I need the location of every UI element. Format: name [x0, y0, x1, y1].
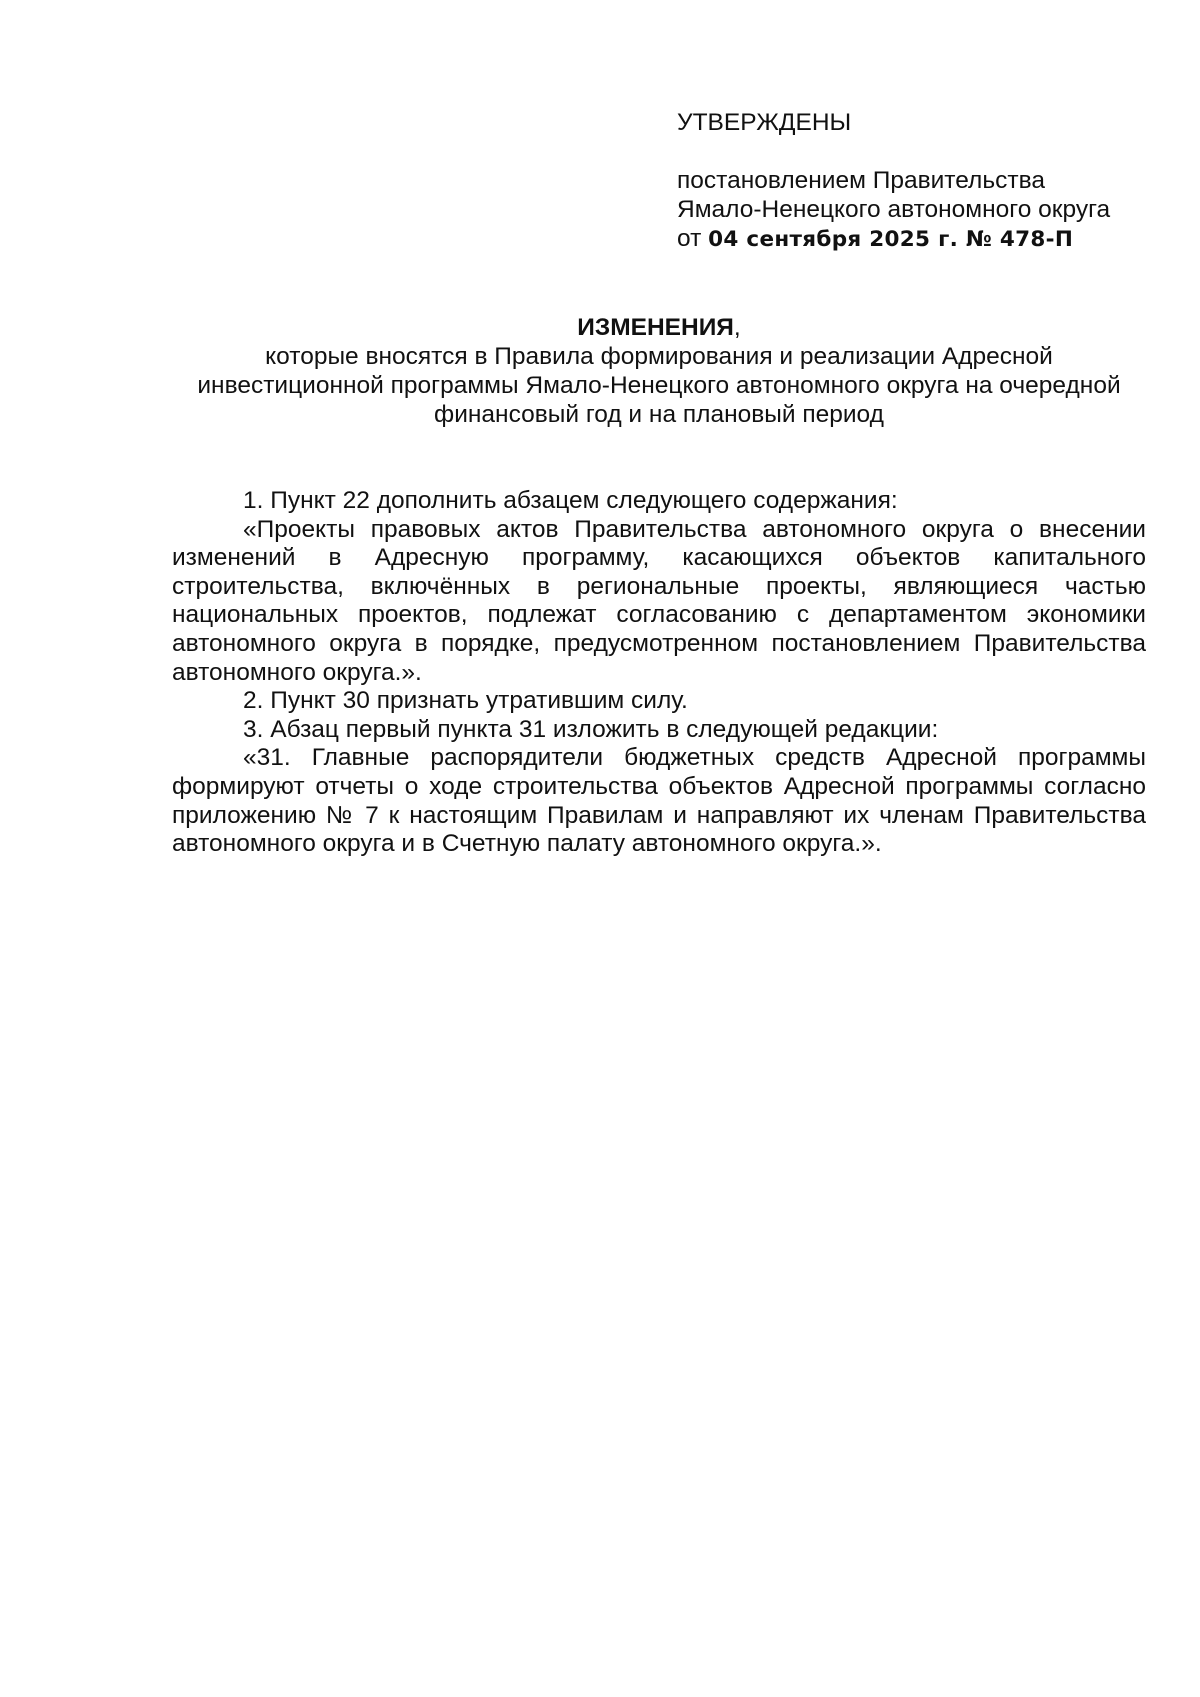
heading-title-line	[172, 313, 1146, 342]
paragraph-2: «Проекты правовых актов Правительства автономного округа о внесении изменений в Адресную программу, касающихся объектов капитального строительства, включённых в региональные проекты, являющиеся частью национальных проектов, подлежат согласованию с департаментом экономики автономного округа в порядке, предусмотренном постановлением Правительства автономного округа.».	[172, 515, 1146, 686]
approved-title: УТВЕРЖДЕНЫ	[677, 109, 852, 136]
approval-line-decree: постановлением Правительства	[677, 167, 1045, 194]
heading-title: ИЗМЕНЕНИЯ	[577, 314, 734, 341]
paragraph-3: 2. Пункт 30 признать утратившим силу.	[243, 687, 688, 715]
paragraph-4: 3. Абзац первый пункта 31 изложить в следующей редакции:	[243, 715, 939, 743]
document-body	[172, 487, 1146, 859]
approval-date-line	[677, 224, 1177, 254]
heading-title-suffix: ,	[733, 314, 741, 341]
heading-subtitle: которые вносятся в Правила формирования и реализации Адресной инвестиционной программы Ямало-Ненецкого автономного округа на очередной финансовый год и на плановый период	[197, 343, 1121, 428]
date-prefix: от	[677, 225, 709, 252]
paragraph-5: «31. Главные распорядители бюджетных средств Адресной программы формируют отчеты о ходе строительства объектов Адресной программы согласно приложению № 7 к настоящим Правилам и направляют их членам Правительства автономного округа и в Счетную палату автономного округа.».	[172, 744, 1146, 858]
paragraph-1: 1. Пункт 22 дополнить абзацем следующего содержания:	[243, 487, 898, 514]
approval-line-region: Ямало-Ненецкого автономного округа	[677, 196, 1111, 223]
approval-stamp	[677, 108, 1177, 254]
document-heading	[172, 313, 1146, 429]
decree-date-number: 04 сентября 2025 г. № 478-П	[708, 227, 1074, 252]
